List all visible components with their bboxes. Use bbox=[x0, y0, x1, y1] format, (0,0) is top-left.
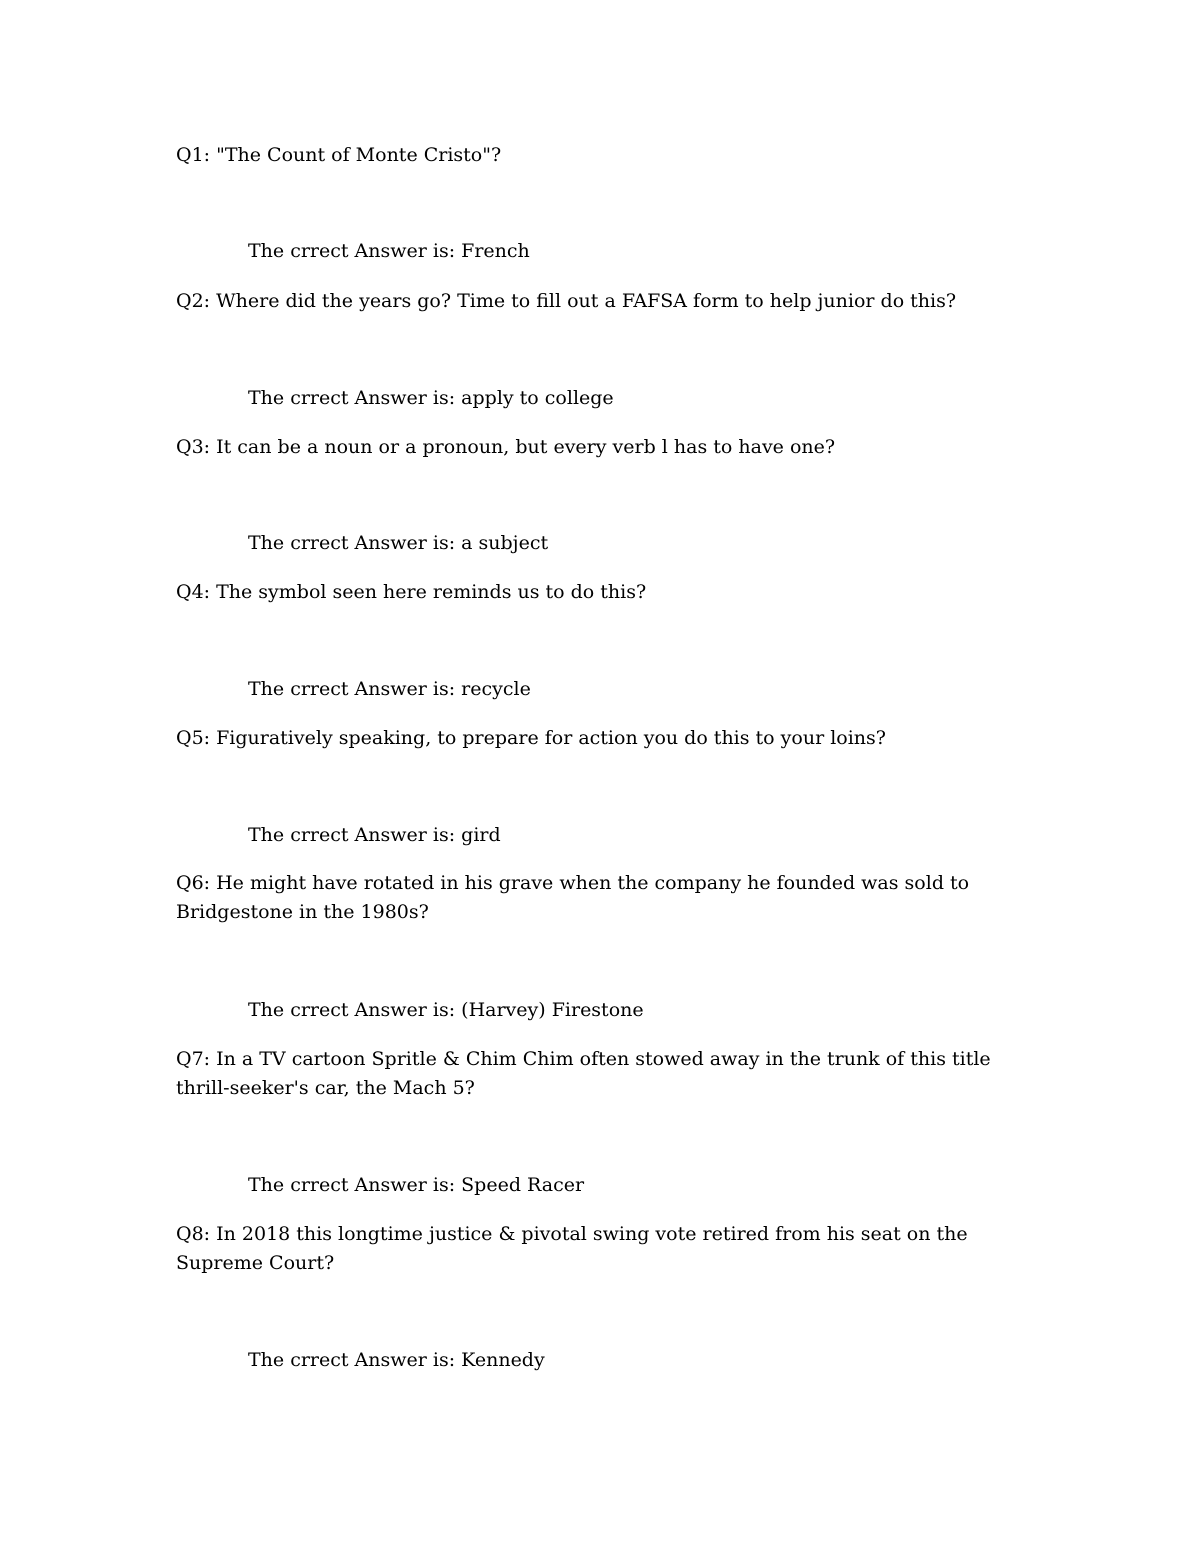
answer-8: The crrect Answer is: Kennedy bbox=[248, 1349, 545, 1371]
question-8: Q8: In 2018 this longtime justice & pivotal swing vote retired from his seat on the Supreme Court? bbox=[176, 1223, 968, 1274]
question-1: Q1: "The Count of Monte Cristo"? bbox=[176, 144, 502, 166]
question-2: Q2: Where did the years go? Time to fill out a FAFSA form to help junior do this? bbox=[176, 290, 957, 312]
answer-6: The crrect Answer is: (Harvey) Firestone bbox=[248, 999, 644, 1021]
answer-4: The crrect Answer is: recycle bbox=[248, 678, 531, 700]
question-3: Q3: It can be a noun or a pronoun, but every verb l has to have one? bbox=[176, 436, 836, 458]
question-4: Q4: The symbol seen here reminds us to do this? bbox=[176, 581, 647, 603]
question-7: Q7: In a TV cartoon Spritle & Chim Chim often stowed away in the trunk of this title thrill-seeker's car, the Mach 5? bbox=[176, 1048, 991, 1099]
answer-5: The crrect Answer is: gird bbox=[248, 824, 501, 846]
answer-2: The crrect Answer is: apply to college bbox=[248, 387, 614, 409]
question-6: Q6: He might have rotated in his grave when the company he founded was sold to Bridgestone in the 1980s? bbox=[176, 872, 970, 923]
answer-3: The crrect Answer is: a subject bbox=[248, 532, 549, 554]
question-5: Q5: Figuratively speaking, to prepare for action you do this to your loins? bbox=[176, 727, 886, 749]
answer-1: The crrect Answer is: French bbox=[248, 240, 530, 262]
answer-7: The crrect Answer is: Speed Racer bbox=[248, 1174, 585, 1196]
